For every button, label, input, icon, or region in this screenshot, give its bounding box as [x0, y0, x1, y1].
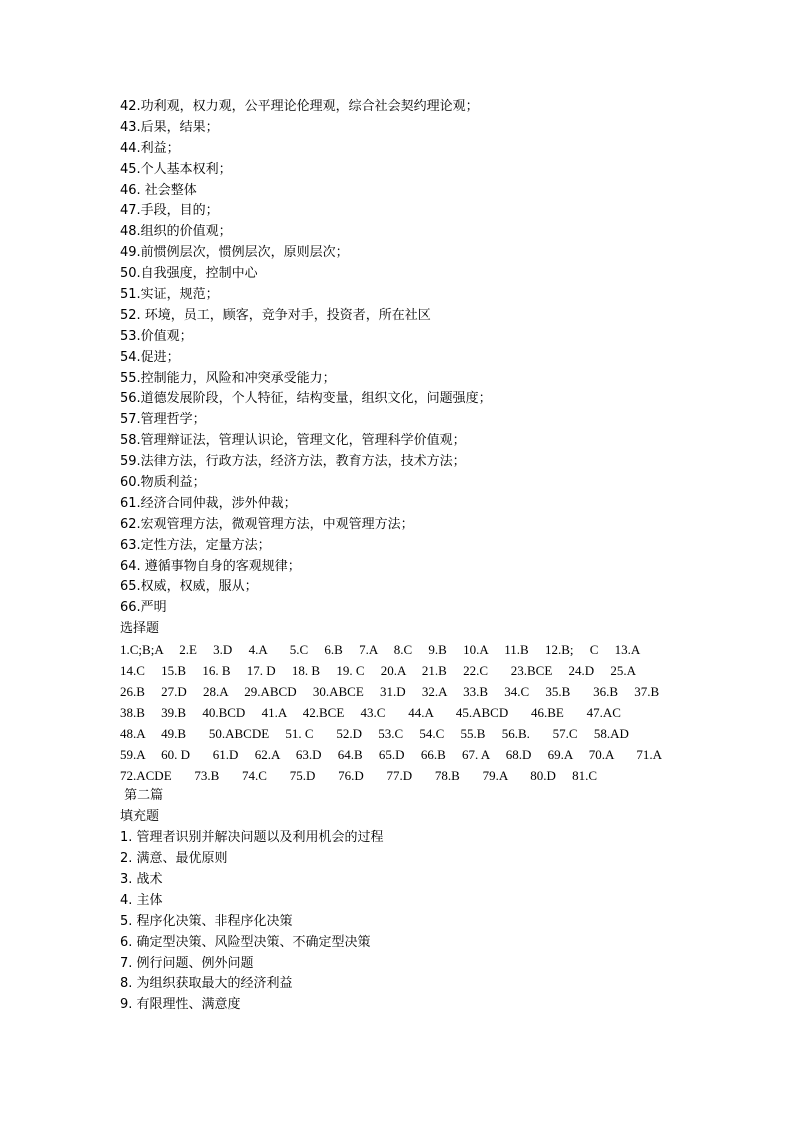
answer-line: 65.权威，权威，服从；: [120, 579, 258, 595]
choice-line: 1.C;B;A 2.E 3.D 4.A 5.C 6.B 7.A 8.C 9.B 10.A 11.B 12.B; C 13.A: [120, 642, 641, 658]
choice-line: 48.A 49.B 50.ABCDE 51. C 52.D 53.C 54.C 55.B 56.B. 57.C 58.AD: [120, 725, 629, 741]
answer-line: 50.自我强度，控制中心: [120, 266, 258, 282]
answer-line: 4. 主体: [120, 892, 163, 908]
answer-line: 8. 为组织获取最大的经济利益: [120, 976, 293, 992]
answer-line: 61.经济合同仲裁，涉外仲裁；: [120, 495, 297, 511]
choice-line: 14.C 15.B 16. B 17. D 18. B 19. C 20.A 21.B 22.C 23.BCE 24.D 25.A: [120, 663, 637, 679]
choice-answers: [120, 640, 720, 786]
answer-line: 2. 满意、最优原则: [120, 851, 228, 867]
answer-line: 57.管理哲学；: [120, 412, 206, 428]
answer-line: 48.组织的价值观；: [120, 224, 232, 240]
choice-line: 72.ACDE 73.B 74.C 75.D 76.D 77.D 78.B 79.A 80.D 81.C: [120, 767, 598, 783]
answer-line: 45.个人基本权利；: [120, 161, 232, 177]
part-two-heading: 第二篇: [120, 788, 164, 804]
answer-line: 59.法律方法，行政方法，经济方法，教育方法，技术方法；: [120, 454, 466, 470]
choice-line: 26.B 27.D 28.A 29.ABCD 30.ABCE 31.D 32.A 33.B 34.C 35.B 36.B 37.B: [120, 683, 660, 699]
choice-line: 59.A 60. D 61.D 62.A 63.D 64.B 65.D 66.B 67. A 68.D 69.A 70.A 71.A: [120, 746, 663, 762]
answer-line: 51.实证，规范；: [120, 287, 219, 303]
answer-line: 6. 确定型决策、风险型决策、不确定型决策: [120, 934, 371, 950]
answer-line: 9. 有限理性、满意度: [120, 997, 241, 1013]
answer-line: 54.促进；: [120, 349, 180, 365]
document-page: [120, 97, 720, 1016]
choice-heading: 选择题: [120, 621, 160, 637]
part-two-fill-heading: 填充题: [120, 809, 160, 825]
answer-line: 63.定性方法，定量方法；: [120, 537, 271, 553]
answer-line: 3. 战术: [120, 871, 163, 887]
answer-line: 46. 社会整体: [120, 182, 197, 198]
answer-line: 53.价值观；: [120, 328, 193, 344]
answer-line: 66.严明: [120, 600, 167, 616]
answer-line: 60.物质利益；: [120, 475, 206, 491]
answer-line: 58.管理辩证法，管理认识论，管理文化，管理科学价值观；: [120, 433, 466, 449]
answer-line: 44.利益；: [120, 140, 180, 156]
answer-line: 56.道德发展阶段，个人特征，结构变量，组织文化，问题强度；: [120, 391, 492, 407]
choice-line: 38.B 39.B 40.BCD 41.A 42.BCE 43.C 44.A 45.ABCD 46.BE 47.AC: [120, 704, 621, 720]
answer-line: 7. 例行问题、例外问题: [120, 955, 254, 971]
answer-line: 43.后果，结果；: [120, 119, 219, 135]
answer-line: 42.功利观，权力观，公平理论伦理观，综合社会契约理论观；: [120, 99, 479, 114]
answer-line: 62.宏观管理方法，微观管理方法，中观管理方法；: [120, 516, 414, 532]
answer-line: 64. 遵循事物自身的客观规律；: [120, 558, 301, 574]
answer-line: 52. 环境，员工，顾客，竞争对手，投资者，所在社区: [120, 307, 431, 323]
part-two-fill-answers: [120, 828, 720, 1016]
answer-line: 49.前惯例层次，惯例层次，原则层次；: [120, 245, 349, 261]
answer-line: 1. 管理者识别并解决问题以及利用机会的过程: [120, 830, 384, 846]
answer-line: 5. 程序化决策、非程序化决策: [120, 913, 293, 929]
answer-line: 47.手段，目的；: [120, 203, 219, 219]
answer-line: 55.控制能力，风险和冲突承受能力；: [120, 370, 336, 386]
part-one-fill-answers: [120, 97, 720, 619]
